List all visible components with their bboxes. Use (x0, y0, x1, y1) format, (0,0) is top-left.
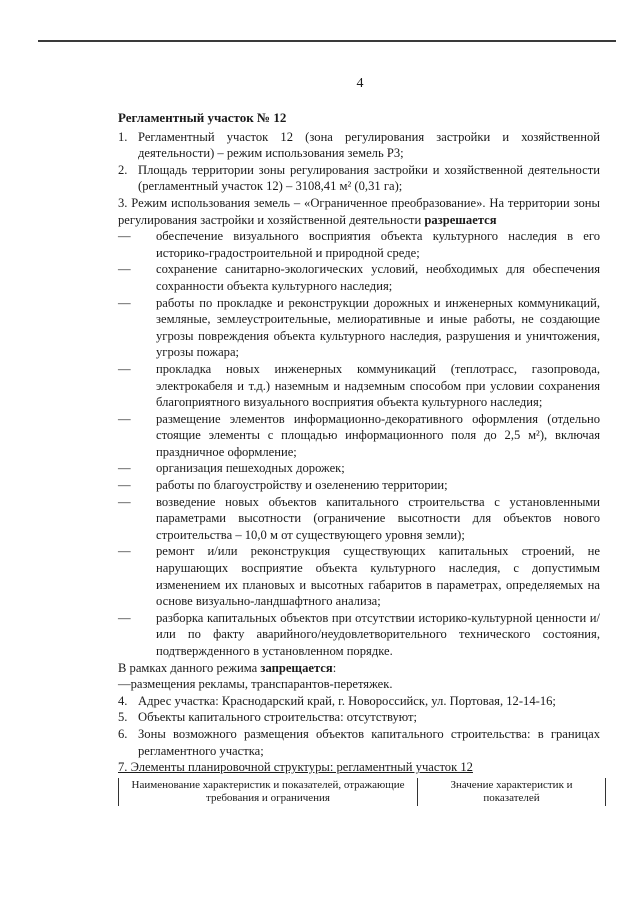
item-text: 3. Режим использования земель – «Ограниченное преобразование». На территории зоны регулирования застройки и хозяйственной деятельности (118, 195, 600, 227)
prohibited-item: —размещения рекламы, транспарантов-перетяжек. (118, 677, 393, 692)
allowed-list-item (118, 228, 600, 261)
dash-marker: — (118, 229, 131, 244)
allowed-list-item (118, 295, 600, 361)
list-item-2 (118, 162, 600, 195)
list-item-1 (118, 129, 600, 162)
allowed-list-item (118, 610, 600, 660)
prohibited-line: В рамках данного режима запрещается: (118, 660, 337, 675)
allowed-list-item (118, 261, 600, 294)
list-item-6 (118, 726, 600, 759)
allowed-item-text: организация пешеходных дорожек; (156, 461, 345, 476)
prohibited-intro: В рамках данного режима (118, 660, 261, 675)
allowed-item-text: сохранение санитарно-экологических условий, необходимых для обеспечения сохранности объекта культурного наследия; (156, 262, 600, 293)
list-item-5 (118, 709, 600, 726)
dash-marker: — (118, 461, 131, 476)
item-number: 6. (118, 726, 128, 741)
table-header-name: Наименование характеристик и показателей, отражающие требования и ограничения (119, 778, 418, 806)
dash-marker: — (118, 411, 131, 426)
allowed-list-item (118, 361, 600, 411)
dash-marker: — (118, 544, 131, 559)
dash-marker: — (118, 361, 131, 376)
item-number: 1. (118, 129, 128, 144)
allowed-item-text: размещение элементов информационно-декоративного оформления (отдельно стоящие элементы с площадью информационного поля до 2,5 м²), включая праздничное оформление; (156, 411, 600, 459)
allowed-item-text: работы по прокладке и реконструкции дорожных и инженерных коммуникаций, земляные, землеустроительные, мелиоративные и иные работы, не создающие угрозы повреждения объекта культурного наследия, разрушения и уничтожения, угрозы пожара; (156, 295, 600, 360)
list-item-3 (118, 195, 600, 228)
allowed-list-item (118, 477, 600, 494)
item-number: 5. (118, 710, 128, 725)
section-heading: Регламентный участок № 12 (118, 110, 287, 125)
allowed-item-text: ремонт и/или реконструкция существующих капитальных строений, не нарушающих восприятие объекта культурного наследия, с допустимым изменением их плановых и высотных габаритов в параметрах, определяемых на основе визуально-ландшафтного анализа; (156, 544, 600, 609)
list-item-4 (118, 693, 600, 710)
allowed-list-item (118, 411, 600, 461)
allowed-list-item (118, 460, 600, 477)
item-text: Адрес участка: Краснодарский край, г. Новороссийск, ул. Портовая, 12-14-16; (138, 693, 556, 708)
dash-marker: — (118, 262, 131, 277)
item-text: Регламентный участок 12 (зона регулирования застройки и хозяйственной деятельности) – режим использования земель Р3; (138, 129, 600, 161)
allowed-label: разрешается (424, 212, 497, 227)
table-header-value: Значение характеристик и показателей (418, 778, 606, 806)
allowed-list-item (118, 494, 600, 544)
item-text: Площадь территории зоны регулирования застройки и хозяйственной деятельности (регламентный участок 12) – 3108,41 м² (0,31 га); (138, 162, 600, 194)
top-rule (38, 40, 616, 42)
dash-marker: — (118, 478, 131, 493)
allowed-item-text: работы по благоустройству и озеленению территории; (156, 478, 448, 493)
item-number: 2. (118, 162, 128, 177)
allowed-item-text: разборка капитальных объектов при отсутствии историко-культурной ценности и/или по факту аварийного/неудовлетворительного технического состояния, подтвержденного в установленном порядке. (156, 610, 600, 658)
item-text: Зоны возможного размещения объектов капитального строительства: в границах регламентного участка; (138, 726, 600, 758)
dash-marker: — (118, 295, 131, 310)
allowed-item-text: возведение новых объектов капитального строительства с установленными параметрами высотности (ограничение высотности для объектов нового строительства – 10,0 м от существующего уровня земли); (156, 494, 600, 542)
item-text: Объекты капитального строительства: отсутствуют; (138, 710, 418, 725)
dash-marker: — (118, 494, 131, 509)
prohibited-label: запрещается (260, 660, 333, 675)
allowed-list-item (118, 543, 600, 609)
allowed-list (118, 228, 600, 659)
item-number: 4. (118, 693, 128, 708)
document-body (118, 110, 600, 806)
page-number: 4 (356, 76, 364, 91)
dash-marker: — (118, 610, 131, 625)
table-header-row (119, 778, 606, 806)
allowed-item-text: обеспечение визуального восприятия объекта культурного наследия в его историко-градостроительной и природной среде; (156, 229, 600, 260)
characteristics-table (118, 778, 606, 806)
list-item-7: 7. Элементы планировочной структуры: регламентный участок 12 (118, 760, 473, 775)
allowed-item-text: прокладка новых инженерных коммуникаций (теплотрасс, газопровода, электрокабеля и т.д.) наземным и надземным способом при условии сохранения благоприятного визуального восприятия объекта культурного наследия; (156, 361, 600, 410)
